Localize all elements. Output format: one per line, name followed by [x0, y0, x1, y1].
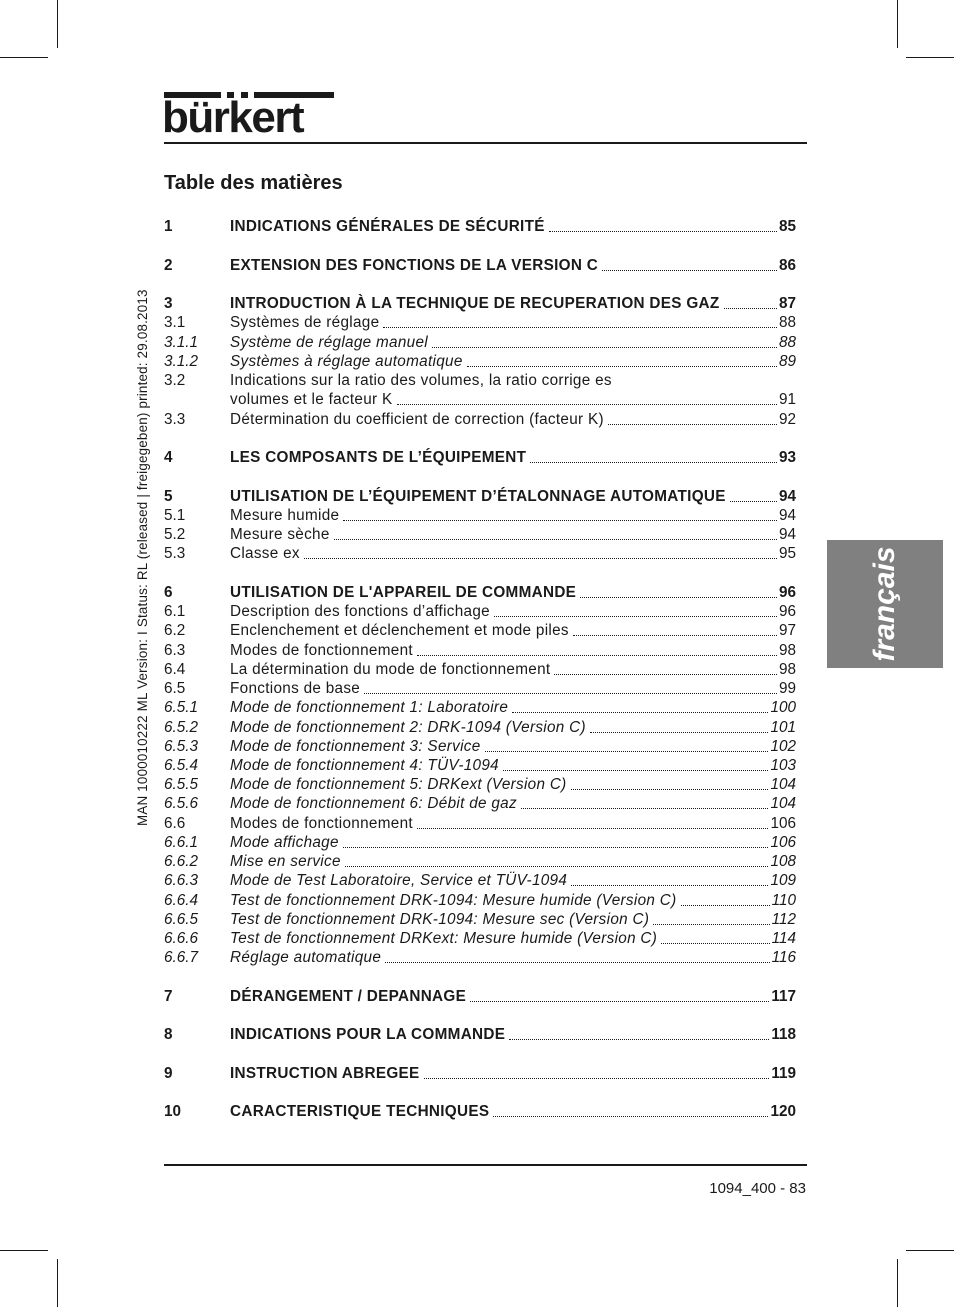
- toc-entry-number: 6.6.6: [164, 930, 199, 947]
- crop-mark: [57, 1259, 58, 1307]
- toc-entry-title: Systèmes de réglage: [230, 314, 380, 331]
- language-tab-label: français: [868, 546, 901, 662]
- crop-mark: [0, 57, 48, 58]
- toc-entry[interactable]: [164, 1101, 796, 1121]
- toc-entry-title: La détermination du mode de fonctionnement: [230, 661, 551, 678]
- page-title: Table des matières: [164, 172, 343, 194]
- toc-entry-number: 6.5.4: [164, 757, 199, 774]
- toc-entry-title: Description des fonctions d’affichage: [230, 603, 490, 620]
- toc-dot-leader: [343, 847, 769, 848]
- toc-entry-title: Mode de fonctionnement 3: Service: [230, 738, 481, 755]
- toc-entry-page: 103: [770, 757, 796, 774]
- toc-dot-leader: [343, 520, 777, 521]
- toc-entry-number: 5: [164, 488, 173, 505]
- toc-entry-title: volumes et le facteur K: [230, 391, 393, 408]
- toc-entry-page: 88: [778, 334, 796, 351]
- toc-dot-leader: [571, 789, 769, 790]
- toc-entry-number: 3.2: [164, 372, 186, 389]
- toc-entry-title: Mode de Test Laboratoire, Service et TÜV-1094: [230, 872, 568, 889]
- toc-entry-number: 6.1: [164, 603, 186, 620]
- crop-mark: [897, 1259, 898, 1307]
- toc-entry[interactable]: [164, 312, 796, 332]
- toc-dot-leader: [417, 828, 769, 829]
- toc-entry-number: 3.1.1: [164, 334, 199, 351]
- toc-entry-number: 6.5: [164, 680, 186, 697]
- toc-entry[interactable]: [164, 505, 796, 525]
- toc-dot-leader: [432, 347, 777, 348]
- toc-entry-title: Système de réglage manuel: [230, 334, 428, 351]
- toc-entry-page: 100: [770, 699, 796, 716]
- toc-dot-leader: [590, 732, 769, 733]
- burkert-logo: [164, 92, 334, 140]
- toc-dot-leader: [503, 770, 768, 771]
- toc-entry-title: Fonctions de base: [230, 680, 361, 697]
- toc-entry-page: 95: [778, 545, 796, 562]
- toc-entry-title: Test de fonctionnement DRKext: Mesure humide (Version C): [230, 930, 658, 947]
- toc-entry-number: 6.5.1: [164, 699, 199, 716]
- toc-entry-number: 6.6: [164, 815, 186, 832]
- toc-entry-page: 93: [778, 449, 796, 466]
- logo-wordmark: bürkert: [162, 93, 304, 142]
- toc-entry[interactable]: [164, 774, 796, 794]
- toc-entry[interactable]: [164, 447, 796, 467]
- toc-dot-leader: [549, 231, 777, 232]
- toc-entry[interactable]: [164, 582, 796, 602]
- toc-entry[interactable]: [164, 851, 796, 871]
- toc-entry[interactable]: [164, 293, 796, 313]
- toc-entry-page: 112: [771, 911, 796, 928]
- toc-entry-number: 5.3: [164, 545, 186, 562]
- toc-entry-page: 85: [778, 218, 796, 235]
- toc-entry-title: EXTENSION DES FONCTIONS DE LA VERSION C: [230, 257, 599, 274]
- document-status-text: MAN 1000010222 ML Version: I Status: RL (released | freigegeben) printed: 29.08.2013: [135, 289, 150, 826]
- toc-entry-number: 6.2: [164, 622, 186, 639]
- toc-entry-title: Mode de fonctionnement 1: Laboratoire: [230, 699, 509, 716]
- toc-dot-leader: [485, 751, 769, 752]
- toc-entry-title: INTRODUCTION À LA TECHNIQUE DE RECUPERATION DES GAZ: [230, 295, 720, 312]
- toc-entry-title: Systèmes à réglage automatique: [230, 353, 463, 370]
- toc-dot-leader: [730, 501, 777, 502]
- toc-entry[interactable]: [164, 659, 796, 679]
- toc-entry[interactable]: [164, 524, 796, 544]
- toc-entry-title: Enclenchement et déclenchement et mode piles: [230, 622, 569, 639]
- toc-entry-page: 102: [770, 738, 796, 755]
- toc-entry[interactable]: [164, 755, 796, 775]
- toc-entry[interactable]: [164, 813, 796, 833]
- toc-entry-page: 117: [771, 988, 796, 1005]
- toc-entry-title: Mesure sèche: [230, 526, 330, 543]
- toc-entry[interactable]: [164, 640, 796, 660]
- toc-entry-page: 101: [770, 719, 796, 736]
- toc-dot-leader: [724, 308, 777, 309]
- toc-entry-title: Détermination du coefficient de correction (facteur K): [230, 411, 604, 428]
- toc-entry[interactable]: [164, 717, 796, 737]
- toc-entry-title: INDICATIONS POUR LA COMMANDE: [230, 1026, 506, 1043]
- toc-entry-page: 104: [770, 795, 796, 812]
- toc-entry-page: 98: [778, 642, 796, 659]
- toc-entry-number: 4: [164, 449, 173, 466]
- toc-entry[interactable]: [164, 409, 796, 429]
- toc-entry[interactable]: [164, 793, 796, 813]
- toc-entry-title: Test de fonctionnement DRK-1094: Mesure humide (Version C): [230, 892, 677, 909]
- toc-entry-title: Mode de fonctionnement 6: Débit de gaz: [230, 795, 517, 812]
- header-rule: [164, 142, 807, 144]
- toc-entry-title: Test de fonctionnement DRK-1094: Mesure sec (Version C): [230, 911, 650, 928]
- toc-entry-number: 6.3: [164, 642, 186, 659]
- toc-entry-number: 6.5.5: [164, 776, 199, 793]
- crop-mark: [906, 1250, 954, 1251]
- toc-dot-leader: [661, 943, 769, 944]
- crop-mark: [897, 0, 898, 48]
- toc-entry-page: 96: [778, 603, 796, 620]
- toc-entry[interactable]: [164, 697, 796, 717]
- toc-entry-page: 86: [778, 257, 796, 274]
- toc-entry-page: 106: [770, 815, 796, 832]
- toc-entry-number: 3.1: [164, 314, 186, 331]
- toc-entry-page: 89: [778, 353, 796, 370]
- toc-dot-leader: [653, 924, 769, 925]
- toc-entry[interactable]: [164, 832, 796, 852]
- toc-entry-number: 6: [164, 584, 173, 601]
- toc-entry-page: 116: [771, 949, 796, 966]
- toc-entry-page: 87: [778, 295, 796, 312]
- toc-entry-title: Mode de fonctionnement 4: TÜV-1094: [230, 757, 499, 774]
- toc-entry-page: 108: [770, 853, 796, 870]
- toc-dot-leader: [345, 866, 769, 867]
- toc-entry-number: 6.6.5: [164, 911, 199, 928]
- toc-entry[interactable]: [164, 332, 796, 352]
- toc-entry-page: 96: [778, 584, 796, 601]
- toc-entry-page: 92: [778, 411, 796, 428]
- toc-entry[interactable]: [164, 890, 796, 910]
- toc-dot-leader: [509, 1039, 769, 1040]
- toc-dot-leader: [571, 885, 768, 886]
- toc-entry-page: 106: [770, 834, 796, 851]
- toc-dot-leader: [602, 270, 777, 271]
- toc-entry[interactable]: [164, 601, 796, 621]
- toc-entry-page: 91: [778, 391, 796, 408]
- toc-entry-title: UTILISATION DE L'APPAREIL DE COMMANDE: [230, 584, 577, 601]
- toc-entry-page: 99: [778, 680, 796, 697]
- toc-entry-number: 10: [164, 1103, 182, 1120]
- toc-entry[interactable]: [164, 928, 796, 948]
- toc-entry[interactable]: [164, 255, 796, 275]
- toc-entry-number: 6.5.3: [164, 738, 199, 755]
- toc-entry[interactable]: [164, 1024, 796, 1044]
- toc-entry-title: Modes de fonctionnement: [230, 815, 413, 832]
- toc-entry-page: 118: [771, 1026, 796, 1043]
- toc-entry-title: Mise en service: [230, 853, 341, 870]
- language-tab: [827, 540, 943, 668]
- toc-entry-number: 6.6.1: [164, 834, 199, 851]
- toc-entry-number: 6.6.3: [164, 872, 199, 889]
- toc-entry-page: 109: [770, 872, 796, 889]
- toc-entry-title: Modes de fonctionnement: [230, 642, 413, 659]
- toc-entry[interactable]: [164, 947, 796, 967]
- toc-entry-page: 94: [778, 488, 796, 505]
- toc-dot-leader: [304, 558, 777, 559]
- toc-entry-number: 9: [164, 1065, 173, 1082]
- toc-entry-number: 2: [164, 257, 173, 274]
- toc-entry[interactable]: [164, 370, 796, 390]
- toc-entry[interactable]: [164, 351, 796, 371]
- toc-dot-leader: [530, 462, 777, 463]
- toc-entry[interactable]: [164, 543, 796, 563]
- toc-entry-number: 6.6.7: [164, 949, 199, 966]
- toc-dot-leader: [397, 404, 777, 405]
- toc-entry-title: DÉRANGEMENT / DEPANNAGE: [230, 988, 467, 1005]
- toc-entry-page: 119: [771, 1065, 796, 1082]
- toc-dot-leader: [512, 712, 768, 713]
- toc-dot-leader: [417, 655, 777, 656]
- toc-entry[interactable]: [164, 736, 796, 756]
- toc-entry-page: 120: [770, 1103, 796, 1120]
- toc-dot-leader: [467, 366, 777, 367]
- toc-entry-page: 88: [778, 314, 796, 331]
- toc-dot-leader: [364, 693, 777, 694]
- toc-entry-number: 3.1.2: [164, 353, 199, 370]
- toc-entry[interactable]: [164, 870, 796, 890]
- toc-entry[interactable]: [164, 620, 796, 640]
- crop-mark: [906, 57, 954, 58]
- toc-dot-leader: [383, 327, 777, 328]
- footer-rule: [164, 1164, 807, 1166]
- toc-entry-number: 1: [164, 218, 173, 235]
- toc-dot-leader: [681, 905, 770, 906]
- toc-entry-page: 110: [771, 892, 796, 909]
- toc-entry-title: Mode de fonctionnement 5: DRKext (Version C): [230, 776, 567, 793]
- toc-entry-number: 5.1: [164, 507, 186, 524]
- toc-entry-number: 6.5.2: [164, 719, 199, 736]
- toc-entry-number: 6.6.2: [164, 853, 199, 870]
- toc-dot-leader: [424, 1078, 770, 1079]
- toc-entry-title: INSTRUCTION ABREGEE: [230, 1065, 420, 1082]
- toc-entry-title: Classe ex: [230, 545, 300, 562]
- toc-entry-number: 3.3: [164, 411, 186, 428]
- toc-dot-leader: [470, 1001, 769, 1002]
- toc-entry-title: INDICATIONS GÉNÉRALES DE SÉCURITÉ: [230, 218, 545, 235]
- toc-entry-number: 6.6.4: [164, 892, 199, 909]
- toc-entry-title: LES COMPOSANTS DE L’ÉQUIPEMENT: [230, 449, 527, 466]
- toc-dot-leader: [494, 616, 777, 617]
- toc-dot-leader: [608, 424, 777, 425]
- toc-entry-title: Indications sur la ratio des volumes, la ratio corrige es: [230, 372, 612, 389]
- toc-entry-title: UTILISATION DE L’ÉQUIPEMENT D’ÉTALONNAGE AUTOMATIQUE: [230, 488, 726, 505]
- toc-entry[interactable]: [164, 986, 796, 1006]
- page-footer: 1094_400 - 83: [709, 1180, 806, 1197]
- toc-entry[interactable]: [164, 216, 796, 236]
- toc-entry-page: 98: [778, 661, 796, 678]
- toc-entry-page: 97: [778, 622, 796, 639]
- toc-entry-number: 5.2: [164, 526, 186, 543]
- toc-entry-title: Réglage automatique: [230, 949, 382, 966]
- toc-dot-leader: [573, 635, 777, 636]
- toc-entry-number: 6.4: [164, 661, 186, 678]
- toc-entry-page: 104: [770, 776, 796, 793]
- toc-entry[interactable]: [164, 909, 796, 929]
- toc-dot-leader: [554, 674, 777, 675]
- toc-dot-leader: [385, 962, 769, 963]
- toc-entry-number: 6.5.6: [164, 795, 199, 812]
- toc-entry-page: 94: [778, 507, 796, 524]
- toc-entry[interactable]: [164, 486, 796, 506]
- toc-dot-leader: [580, 597, 777, 598]
- toc-entry-title: CARACTERISTIQUE TECHNIQUES: [230, 1103, 490, 1120]
- toc-entry-number: 3: [164, 295, 173, 312]
- toc-entry[interactable]: [164, 1063, 796, 1083]
- toc-dot-leader: [334, 539, 777, 540]
- toc-dot-leader: [521, 808, 769, 809]
- toc-entry-title: Mode de fonctionnement 2: DRK-1094 (Version C): [230, 719, 586, 736]
- toc-entry-page: 94: [778, 526, 796, 543]
- toc-entry-number: 8: [164, 1026, 173, 1043]
- toc-entry-number: 7: [164, 988, 173, 1005]
- toc-entry[interactable]: [164, 678, 796, 698]
- crop-mark: [57, 0, 58, 48]
- toc-entry-title: Mode affichage: [230, 834, 339, 851]
- toc-entry[interactable]: [164, 389, 796, 409]
- crop-mark: [0, 1250, 48, 1251]
- toc-entry-page: 114: [771, 930, 796, 947]
- toc-dot-leader: [493, 1116, 768, 1117]
- toc-entry-title: Mesure humide: [230, 507, 340, 524]
